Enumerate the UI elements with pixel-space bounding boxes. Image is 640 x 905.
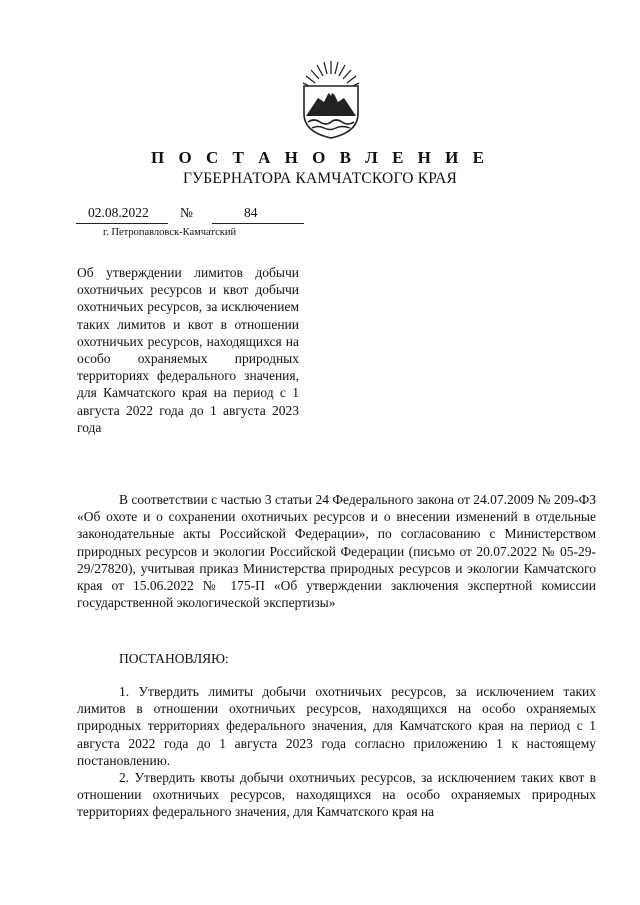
decree-word: ПОСТАНОВЛЯЮ: (119, 651, 229, 666)
document-number: 84 (244, 205, 258, 220)
coat-of-arms-emblem (296, 58, 366, 140)
number-underline (212, 223, 304, 224)
date-underline (76, 223, 168, 224)
document-type-title: П О С Т А Н О В Л Е Н И Е (151, 148, 489, 167)
item-2-paragraph: 2. Утвердить квоты добычи охотничьих ресурсов, за исключением таких квот в отношении охотничьих ресурсов, находящихся на особо охраняемых природных территориях федерального значения, для Камчатского края на (77, 770, 596, 820)
issuing-authority: ГУБЕРНАТОРА КАМЧАТСКОГО КРАЯ (182, 170, 458, 187)
wreath-rays (303, 61, 359, 88)
document-subject: Об утверждении лимитов добычи охотничьих ресурсов и квот добычи охотничьих ресурсов, за исключением таких лимитов и квот в отношении охотничьих ресурсов, находящихся на особо охраняемых природных территориях федерального значения, для Камчатского края на период с 1 августа 2022 года до 1 августа 2023 года (77, 265, 299, 435)
document-date: 02.08.2022 (88, 205, 149, 220)
item-1-paragraph: 1. Утвердить лимиты добычи охотничьих ресурсов, за исключением таких лимитов в отношении охотничьих ресурсов, находящихся на особо охраняемых природных территориях федерального значения, для Камчатского края на период с 1 августа 2022 года до 1 августа 2023 года согласно приложению 1 к настоящему постановлению. (77, 684, 596, 768)
preamble-paragraph: В соответствии с частью 3 статьи 24 Федерального закона от 24.07.2009 № 209-ФЗ «Об охоте и о сохранении охотничьих ресурсов и о внесении изменений в отдельные законодательные акты Российской Федерации», по согласованию с Министерством природных ресурсов и экологии Российской Федерации (письмо от 20.07.2022 № 05-29-29/27820), учитывая приказ Министерства природных ресурсов и экологии Камчатского края от 15.06.2022 № 175-П «Об утверждении заключения экспертной комиссии государственной экологической экспертизы» (77, 492, 596, 611)
place-of-issue: г. Петропавловск-Камчатский (103, 227, 237, 238)
registration-line (76, 205, 304, 223)
number-sign: № (180, 205, 193, 220)
